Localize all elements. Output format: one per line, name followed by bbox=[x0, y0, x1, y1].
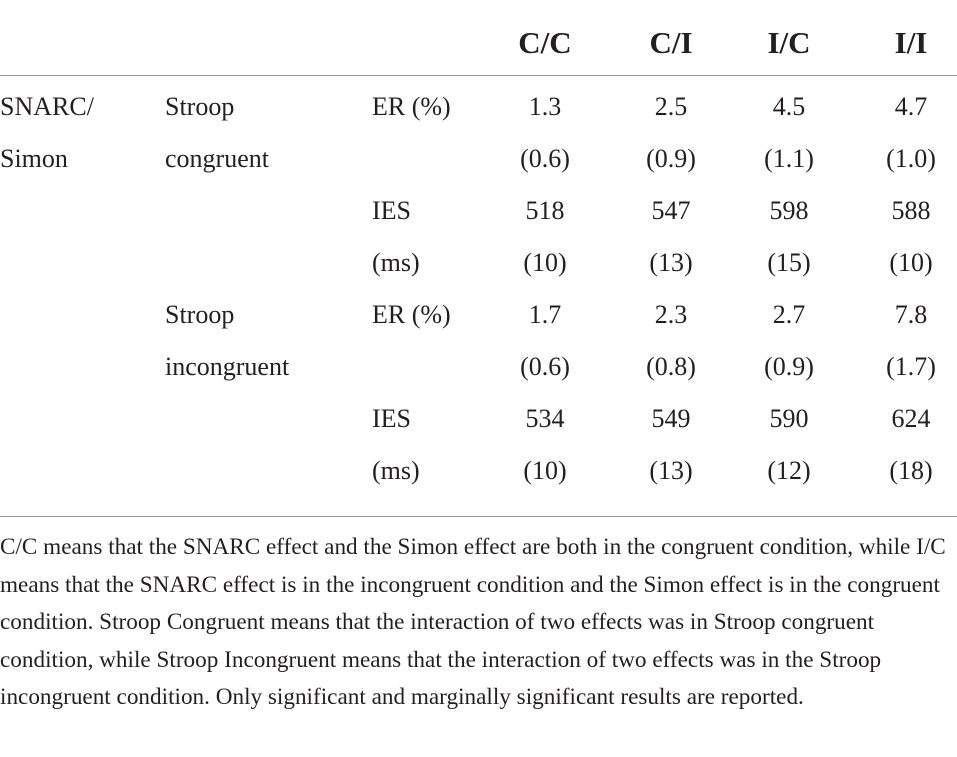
table-cell: (1.7) bbox=[886, 352, 936, 381]
row-group-label-line2: Simon bbox=[0, 144, 68, 173]
measure-unit-label: (ms) bbox=[372, 456, 420, 485]
measure-unit-label: (ms) bbox=[372, 248, 420, 277]
table-cell: 547 bbox=[651, 196, 691, 225]
table-cell: 588 bbox=[891, 196, 931, 225]
column-header-cc: C/C bbox=[518, 25, 572, 60]
table-cell: (12) bbox=[767, 456, 811, 485]
condition-label: incongruent bbox=[165, 352, 290, 381]
condition-label: Stroop bbox=[165, 300, 235, 329]
table-cell: 1.3 bbox=[528, 92, 562, 121]
table-cell: 1.7 bbox=[528, 300, 562, 329]
table-cell: (13) bbox=[649, 248, 693, 277]
table-cell: (0.6) bbox=[520, 144, 570, 173]
table-cell: 590 bbox=[769, 404, 809, 433]
table-cell: 534 bbox=[525, 404, 565, 433]
measure-label: IES bbox=[372, 196, 411, 225]
table-cell: (0.6) bbox=[520, 352, 570, 381]
table-cell: 4.7 bbox=[894, 92, 928, 121]
table-cell: (1.1) bbox=[764, 144, 814, 173]
header-rule bbox=[0, 75, 957, 76]
table-cell: (10) bbox=[889, 248, 933, 277]
table-cell: 4.5 bbox=[772, 92, 806, 121]
measure-label: ER (%) bbox=[372, 92, 451, 121]
column-header-ci: C/I bbox=[649, 25, 693, 60]
table-cell: 624 bbox=[891, 404, 931, 433]
table-cell: 2.5 bbox=[654, 92, 688, 121]
measure-label: ER (%) bbox=[372, 300, 451, 329]
column-header-ic: I/C bbox=[767, 25, 811, 60]
table-cell: (10) bbox=[523, 248, 567, 277]
table-cell: (0.8) bbox=[646, 352, 696, 381]
bottom-rule bbox=[0, 516, 957, 517]
table-cell: (18) bbox=[889, 456, 933, 485]
condition-label: congruent bbox=[165, 144, 269, 173]
table-cell: (1.0) bbox=[886, 144, 936, 173]
measure-label: IES bbox=[372, 404, 411, 433]
table-cell: (13) bbox=[649, 456, 693, 485]
row-group-label-line1: SNARC/ bbox=[0, 92, 94, 121]
table-cell: (0.9) bbox=[646, 144, 696, 173]
table-cell: 598 bbox=[769, 196, 809, 225]
table-cell: 2.3 bbox=[654, 300, 688, 329]
condition-label: Stroop bbox=[165, 92, 235, 121]
table-cell: 549 bbox=[651, 404, 691, 433]
table-cell: 518 bbox=[525, 196, 565, 225]
table-cell: (15) bbox=[767, 248, 811, 277]
table-cell: (0.9) bbox=[764, 352, 814, 381]
column-header-ii: I/I bbox=[894, 25, 928, 60]
table-cell: 2.7 bbox=[772, 300, 806, 329]
table-footnote: C/C means that the SNARC effect and the Simon effect are both in the congruent condition, while I/C means that the SNARC effect is in the incongruent condition and the Simon effect is in the congruent condition. Stroop Congruent means that the interaction of two effects was in Stroop congruent condition, while Stroop Incongruent means that the interaction of two effects was in the Stroop incongruent condition. Only significant and marginally significant results are reported. bbox=[0, 534, 946, 711]
table-cell: 7.8 bbox=[894, 300, 928, 329]
table-cell: (10) bbox=[523, 456, 567, 485]
